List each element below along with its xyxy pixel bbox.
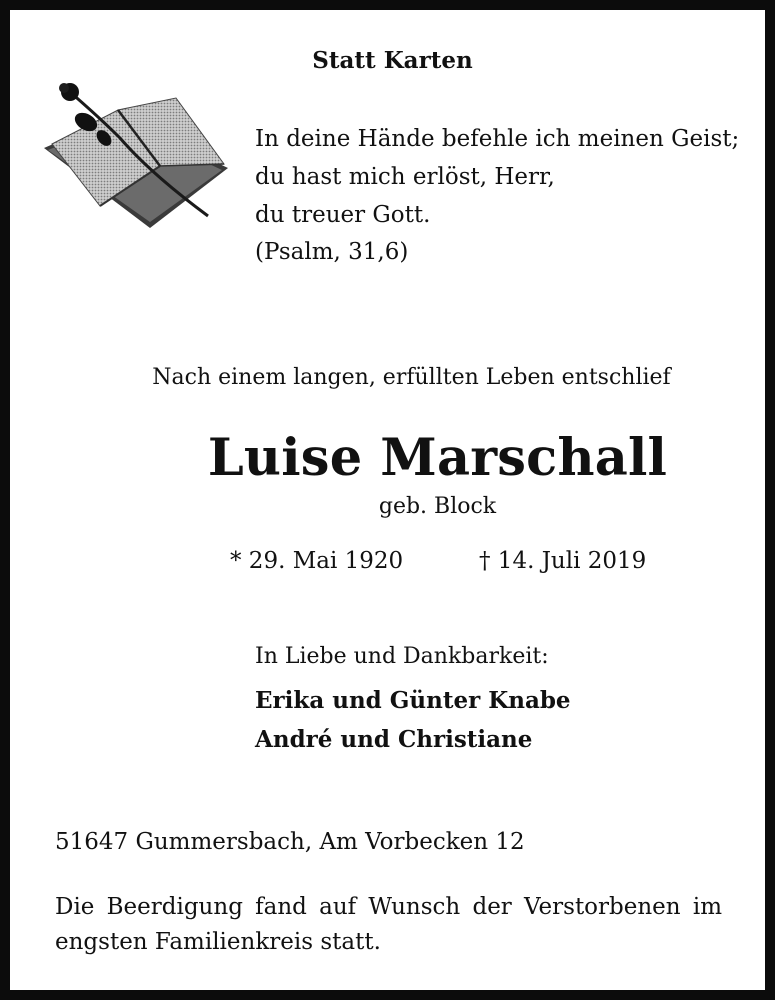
header-statt-karten: Statt Karten [312, 47, 473, 74]
birth-date: * 29. Mai 1920 [230, 548, 404, 574]
book-with-rose-icon [40, 78, 235, 240]
death-date: † 14. Juli 2019 [479, 548, 647, 574]
mourner-name-2: André und Christiane [255, 726, 533, 753]
verse-line-2: du hast mich erlöst, Herr, [255, 164, 555, 190]
mourners-intro: In Liebe und Dankbarkeit: [255, 644, 549, 669]
verse-line-1: In deine Hände befehle ich meinen Geist; [255, 126, 740, 152]
address: 51647 Gummersbach, Am Vorbecken 12 [55, 829, 525, 855]
deceased-name: Luise Marschall [207, 428, 668, 488]
announcement-intro: Nach einem langen, erfüllten Leben entschlief [152, 365, 671, 390]
funeral-note: Die Beerdigung fand auf Wunsch der Verstorbenen im engsten Familienkreis statt. [55, 894, 722, 955]
maiden-name: geb. Block [378, 494, 497, 519]
verse-reference: (Psalm, 31,6) [255, 239, 409, 265]
verse-line-3: du treuer Gott. [255, 202, 431, 228]
mourner-name-1: Erika und Günter Knabe [255, 687, 571, 714]
